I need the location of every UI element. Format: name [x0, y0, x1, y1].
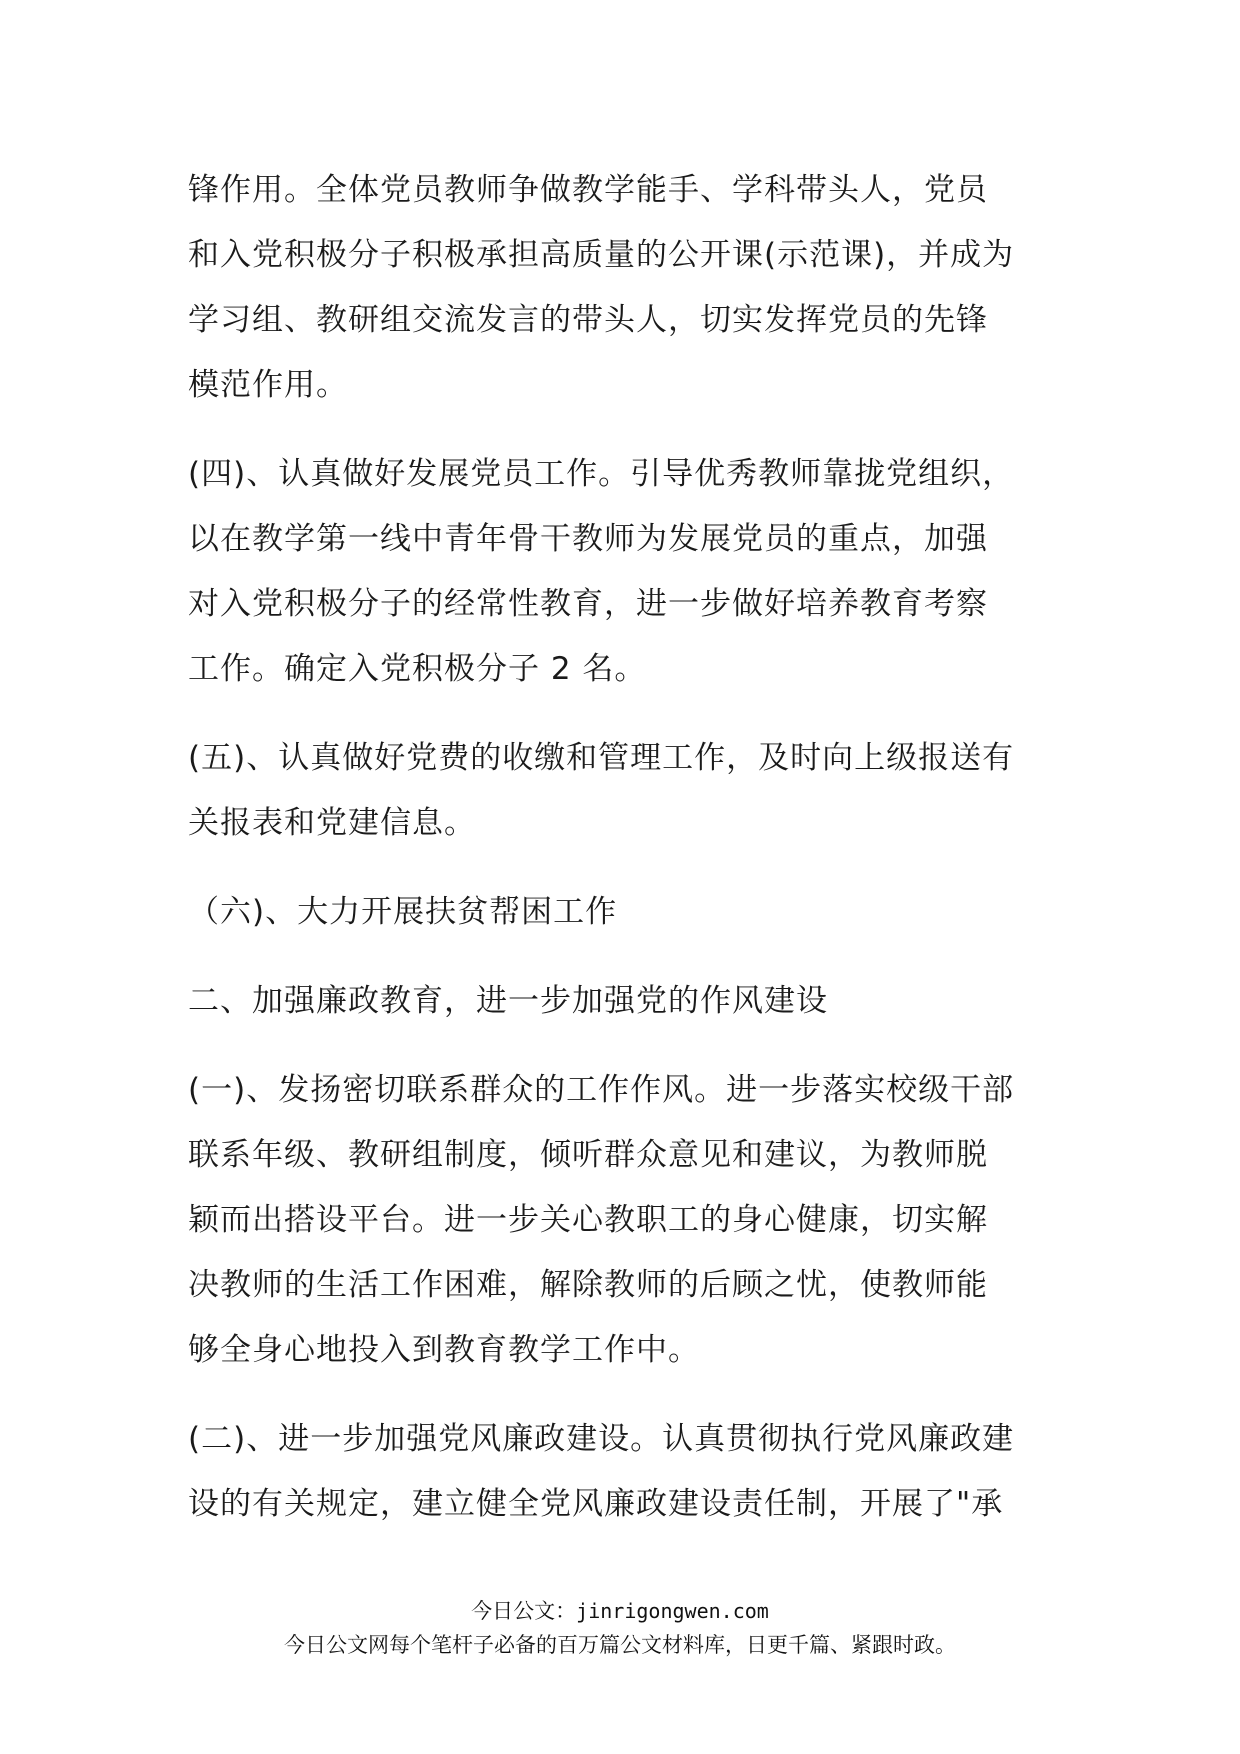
text-line: 对入党积极分子的经常性教育，进一步做好培养教育考察	[188, 586, 988, 622]
text-line: 颖而出搭设平台。进一步关心教职工的身心健康，切实解	[188, 1202, 988, 1238]
paragraph-7	[188, 1407, 1068, 1537]
footer-source	[0, 1596, 1240, 1626]
text-line: 锋作用。全体党员教师争做教学能手、学科带头人，党员	[188, 172, 988, 208]
text-line: 联系年级、教研组制度，倾听群众意见和建议，为教师脱	[188, 1137, 988, 1173]
text-line: 工作。确定入党积极分子 2 名。	[188, 651, 647, 687]
paragraph-1	[188, 158, 1068, 418]
footer-label: 今日公文：	[471, 1599, 577, 1623]
text-line: (二)、进一步加强党风廉政建设。认真贯彻执行党风廉政建	[188, 1421, 1015, 1457]
text-line: 设的有关规定，建立健全党风廉政建设责任制，开展了"承	[188, 1486, 1004, 1522]
paragraph-6	[188, 1058, 1068, 1383]
text-line: (一)、发扬密切联系群众的工作作风。进一步落实校级干部	[188, 1072, 1015, 1108]
text-line: 决教师的生活工作困难，解除教师的后顾之忧，使教师能	[188, 1267, 988, 1303]
paragraph-3	[188, 726, 1068, 856]
text-line: 二、加强廉政教育，进一步加强党的作风建设	[188, 983, 828, 1019]
text-line: 关报表和党建信息。	[188, 805, 476, 841]
text-line: 和入党积极分子积极承担高质量的公开课(示范课)，并成为	[188, 237, 1015, 273]
text-line: 以在教学第一线中青年骨干教师为发展党员的重点，加强	[188, 521, 988, 557]
paragraph-4	[188, 880, 1068, 945]
footer-tagline: 今日公文网每个笔杆子必备的百万篇公文材料库，日更千篇、紧跟时政。	[284, 1633, 956, 1657]
text-line: (四)、认真做好发展党员工作。引导优秀教师靠拢党组织，	[188, 456, 1015, 492]
text-line: 学习组、教研组交流发言的带头人，切实发挥党员的先锋	[188, 302, 988, 338]
text-line: 模范作用。	[188, 367, 348, 403]
text-line: （六)、大力开展扶贫帮困工作	[188, 894, 618, 930]
text-line: 够全身心地投入到教育教学工作中。	[188, 1332, 700, 1368]
text-line: (五)、认真做好党费的收缴和管理工作，及时向上级报送有	[188, 740, 1015, 776]
section-heading	[188, 969, 1068, 1034]
document-body	[188, 158, 1068, 1561]
footer-site-link[interactable]: jinrigongwen.com	[576, 1599, 769, 1623]
paragraph-2	[188, 442, 1068, 702]
